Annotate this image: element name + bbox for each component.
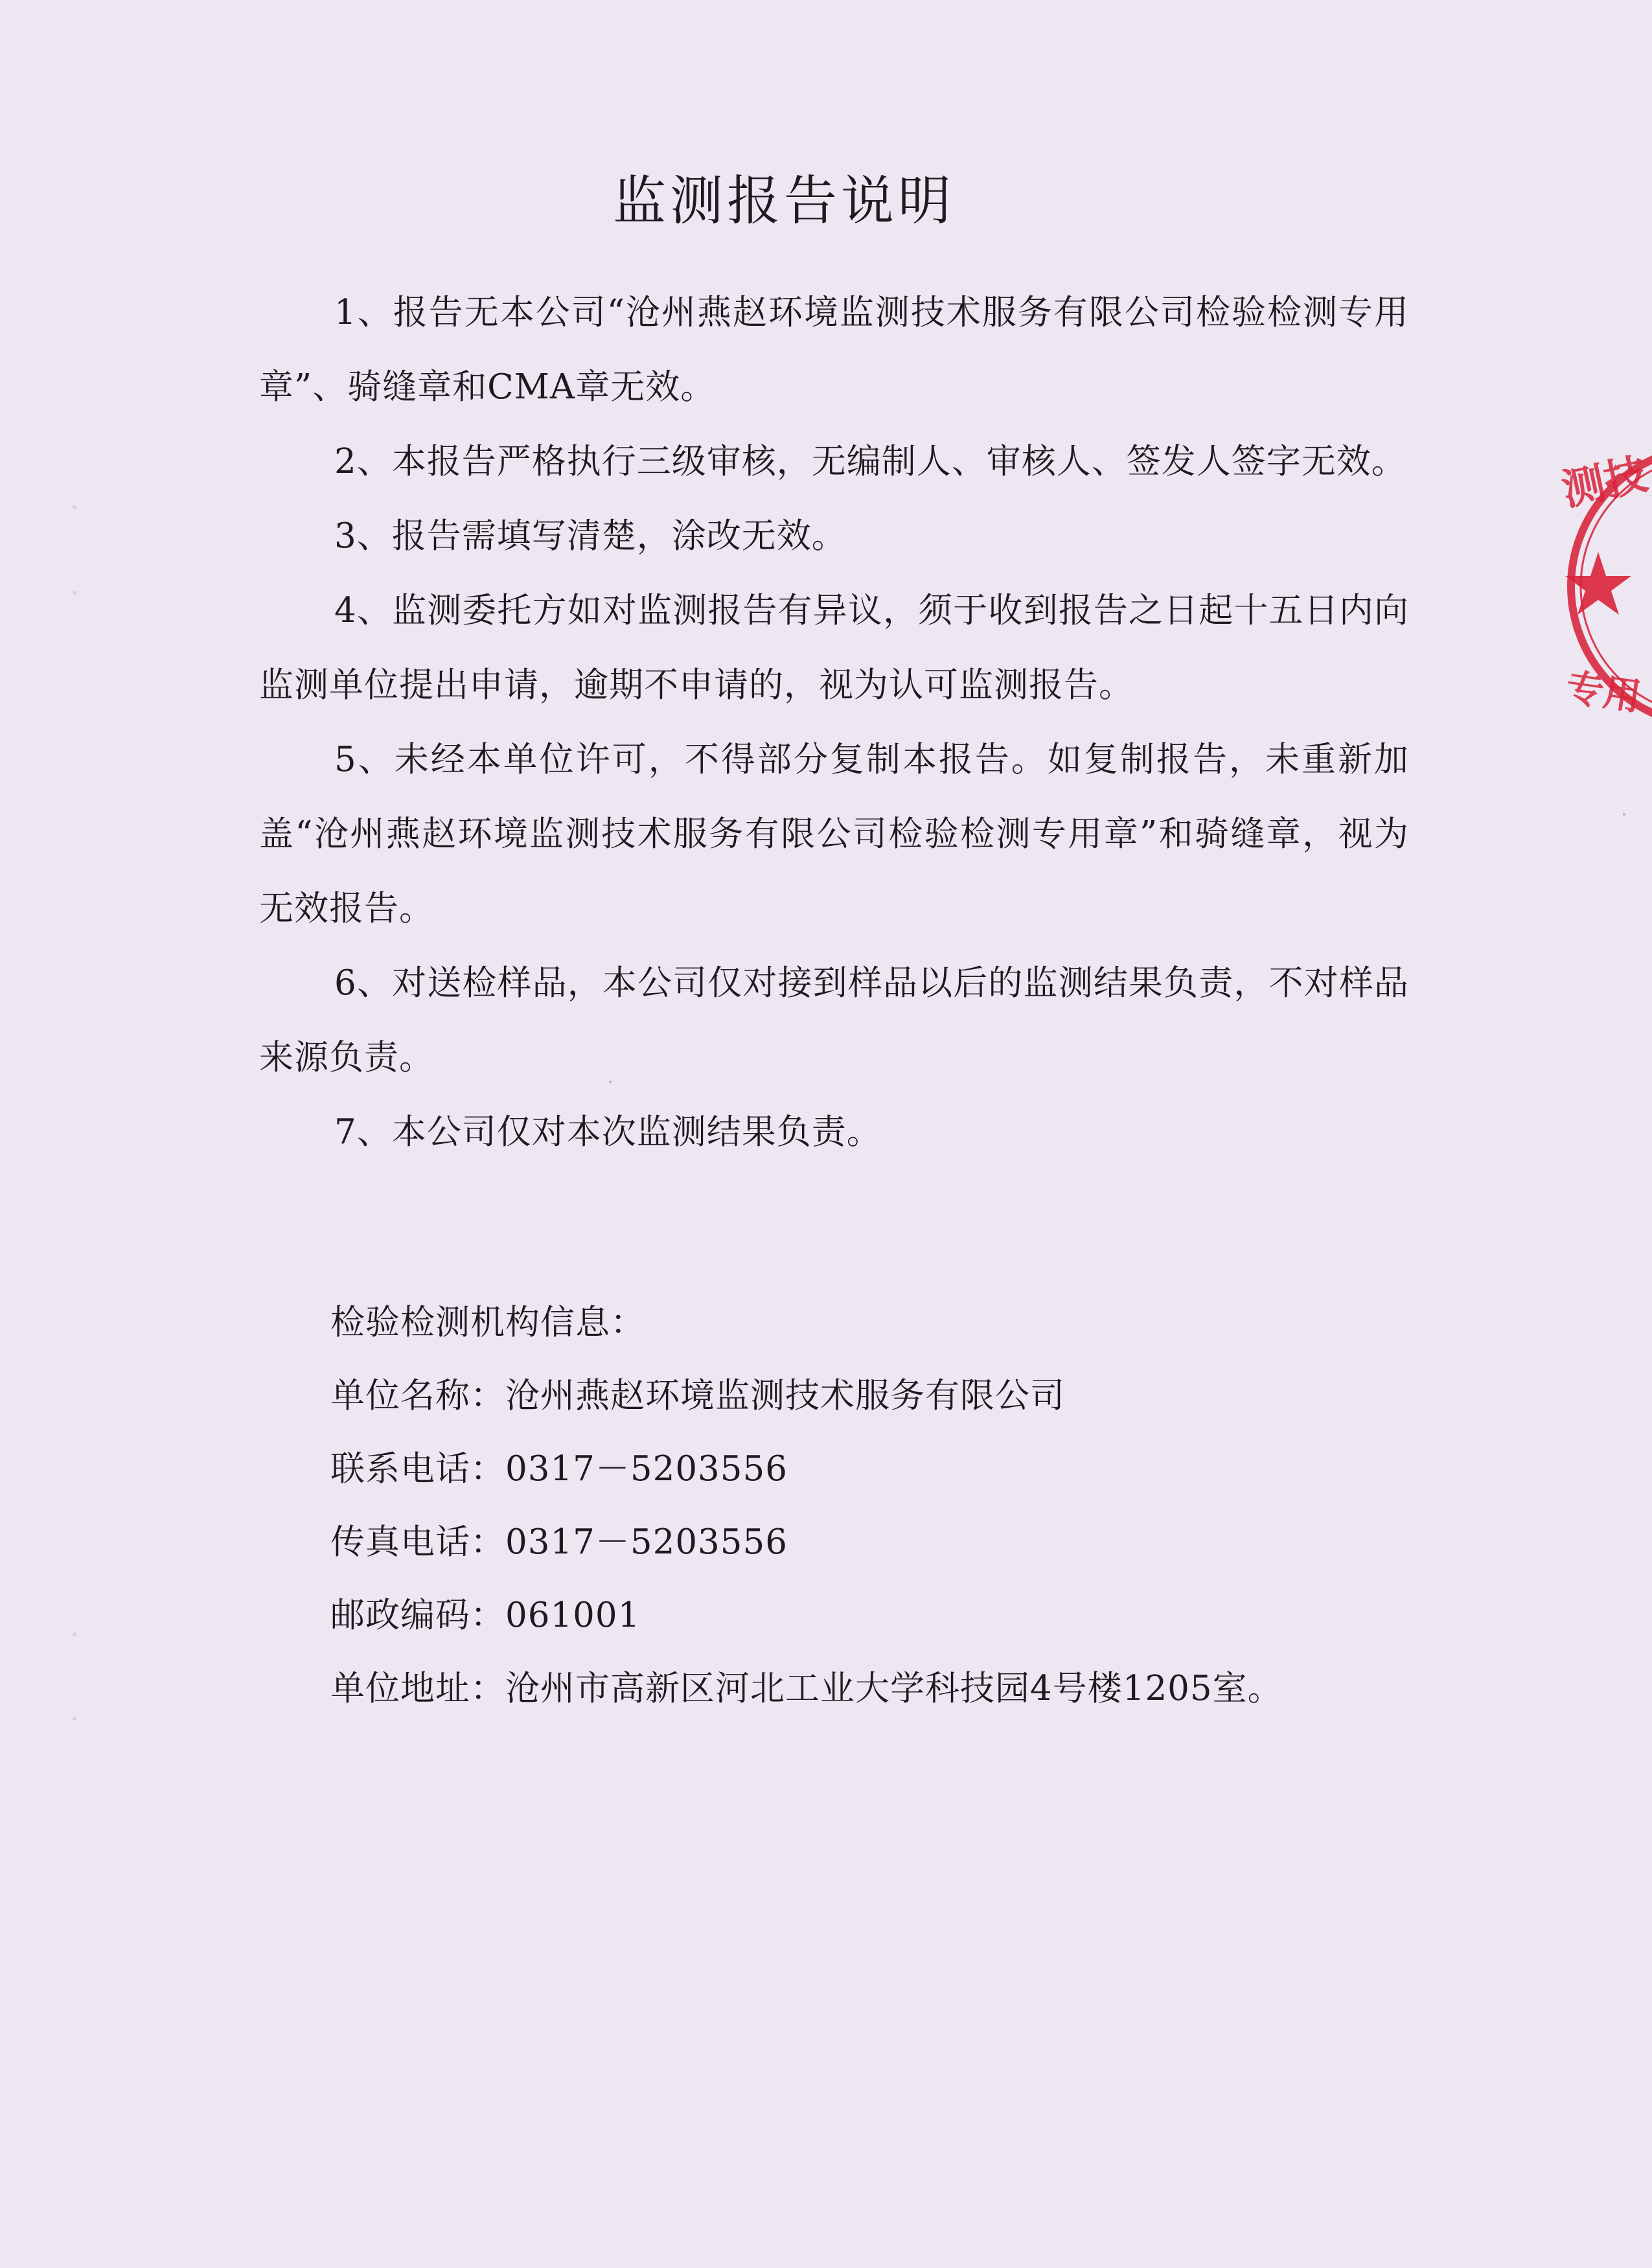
institution-fax: 传真电话：0317－5203556	[330, 1522, 788, 1562]
page-title: 监测报告说明	[612, 170, 955, 232]
seal-text-top: 测技	[1557, 448, 1652, 516]
scan-mark	[73, 591, 76, 595]
seal-stamp-icon	[1552, 424, 1652, 748]
note-item: 7、本公司仅对本次监测结果负责。	[334, 1112, 882, 1152]
scan-speck	[1623, 813, 1625, 816]
note-item: 2、本报告严格执行三级审核，无编制人、审核人、签发人签字无效。	[334, 442, 1406, 481]
scan-mark	[73, 1717, 76, 1721]
scan-mark	[73, 1632, 76, 1636]
seal-text-bottom: 专用	[1563, 665, 1644, 720]
note-item: 1、报告无本公司“沧州燕赵环境监测技术服务有限公司检验检测专用章”、骑缝章和CMA章无效。	[259, 293, 1409, 407]
institution-heading: 检验检测机构信息：	[330, 1303, 645, 1342]
note-item: 4、监测委托方如对监测报告有异议，须于收到报告之日起十五日内向监测单位提出申请，逾期不申请的，视为认可监测报告。	[259, 591, 1409, 705]
notes-list	[259, 275, 1409, 1169]
institution-phone: 联系电话：0317－5203556	[330, 1449, 788, 1489]
institution-address: 单位地址：沧州市高新区河北工业大学科技园4号楼1205室。	[330, 1669, 1283, 1708]
note-item: 3、报告需填写清楚，涂改无效。	[334, 516, 847, 556]
institution-postal: 邮政编码：061001	[330, 1596, 641, 1635]
scan-speck	[609, 1081, 612, 1083]
note-item: 5、未经本单位许可，不得部分复制本报告。如复制报告，未重新加盖“沧州燕赵环境监测技术服务有限公司检验检测专用章”和骑缝章，视为无效报告。	[259, 740, 1409, 928]
institution-info	[330, 1286, 1283, 1725]
institution-name: 单位名称：沧州燕赵环境监测技术服务有限公司	[330, 1376, 1065, 1415]
note-item: 6、对送检样品，本公司仅对接到样品以后的监测结果负责，不对样品来源负责。	[259, 963, 1409, 1077]
scan-mark	[73, 505, 76, 509]
